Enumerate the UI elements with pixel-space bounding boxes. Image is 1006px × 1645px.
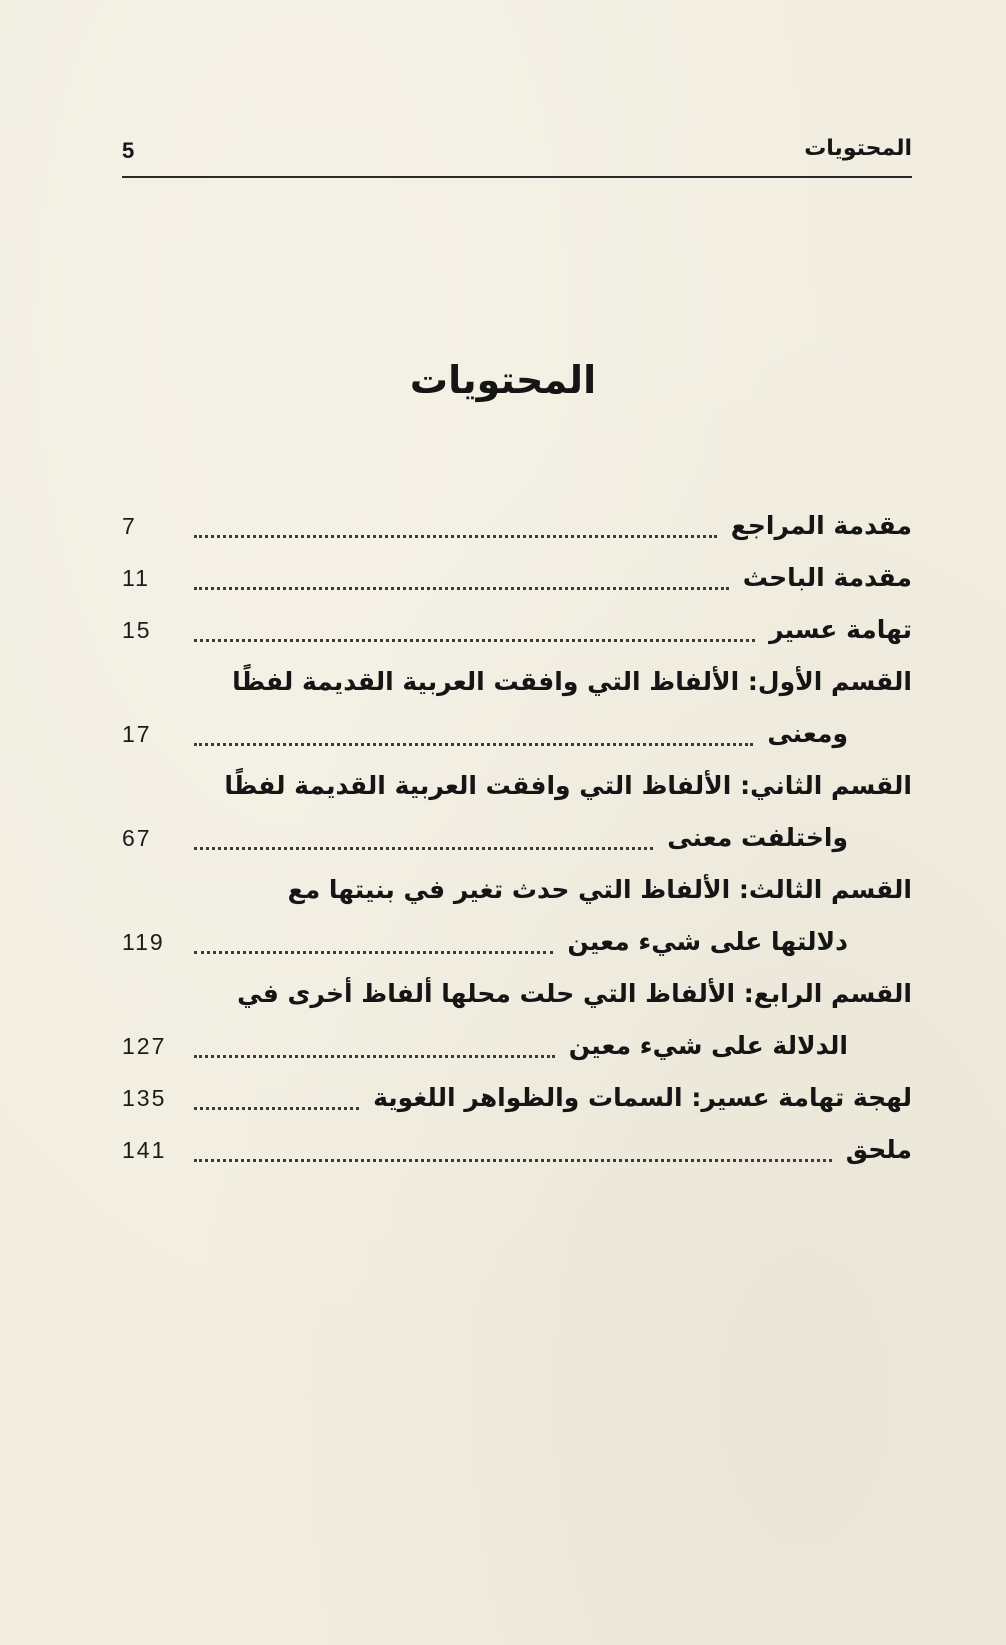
toc-entry-title: مقدمة الباحث — [742, 563, 912, 592]
toc-entry-page: 11 — [122, 565, 150, 591]
toc-entry[interactable] — [122, 760, 912, 864]
toc-entry-continuation: ومعنى — [767, 719, 848, 748]
toc-entry-page: 15 — [122, 617, 152, 643]
toc-entry[interactable] — [122, 1072, 912, 1124]
toc-entry[interactable] — [122, 864, 912, 968]
toc-entry[interactable] — [122, 604, 912, 656]
dot-leader — [194, 743, 753, 746]
toc-entry-title: مقدمة المراجع — [730, 511, 912, 540]
toc-entry-page: 17 — [122, 721, 152, 747]
page-number: 5 — [122, 138, 135, 163]
toc-entry-continuation: الدلالة على شيء معين — [568, 1031, 848, 1060]
toc-entry-page: 135 — [122, 1085, 167, 1111]
toc-entry-title: لهجة تهامة عسير: السمات والظواهر اللغوية — [373, 1083, 912, 1112]
toc-entry-title: القسم الأول: الألفاظ التي وافقت العربية القديمة لفظًا — [232, 667, 912, 696]
toc-entry-page: 141 — [122, 1137, 167, 1163]
toc-entry-page: 7 — [122, 513, 137, 539]
toc-entry[interactable] — [122, 552, 912, 604]
toc-entry[interactable] — [122, 500, 912, 552]
dot-leader — [194, 1055, 555, 1058]
running-title: المحتويات — [804, 136, 912, 161]
table-of-contents — [122, 500, 912, 1176]
toc-heading: المحتويات — [409, 358, 597, 402]
toc-entry-title: القسم الثاني: الألفاظ التي وافقت العربية القديمة لفظًا — [224, 771, 912, 800]
toc-entry-continuation: واختلفت معنى — [667, 823, 848, 852]
dot-leader — [194, 847, 653, 850]
dot-leader — [194, 1159, 832, 1162]
dot-leader — [194, 951, 553, 954]
dot-leader — [194, 587, 729, 590]
toc-entry-continuation: دلالتها على شيء معين — [567, 927, 848, 956]
toc-entry-page: 119 — [122, 929, 165, 955]
toc-entry-title: القسم الثالث: الألفاظ التي حدث تغير في بنيتها مع — [287, 875, 912, 904]
toc-entry[interactable] — [122, 968, 912, 1072]
dot-leader — [194, 535, 717, 538]
toc-entry-page: 127 — [122, 1033, 167, 1059]
dot-leader — [194, 1107, 359, 1110]
toc-entry-title: القسم الرابع: الألفاظ التي حلت محلها ألفاظ أخرى في — [237, 979, 912, 1008]
dot-leader — [194, 639, 755, 642]
running-header — [122, 132, 912, 178]
toc-entry[interactable] — [122, 656, 912, 760]
toc-entry-title: ملحق — [845, 1135, 912, 1164]
toc-entry-title: تهامة عسير — [769, 615, 912, 644]
toc-entry-page: 67 — [122, 825, 152, 851]
toc-entry[interactable] — [122, 1124, 912, 1176]
